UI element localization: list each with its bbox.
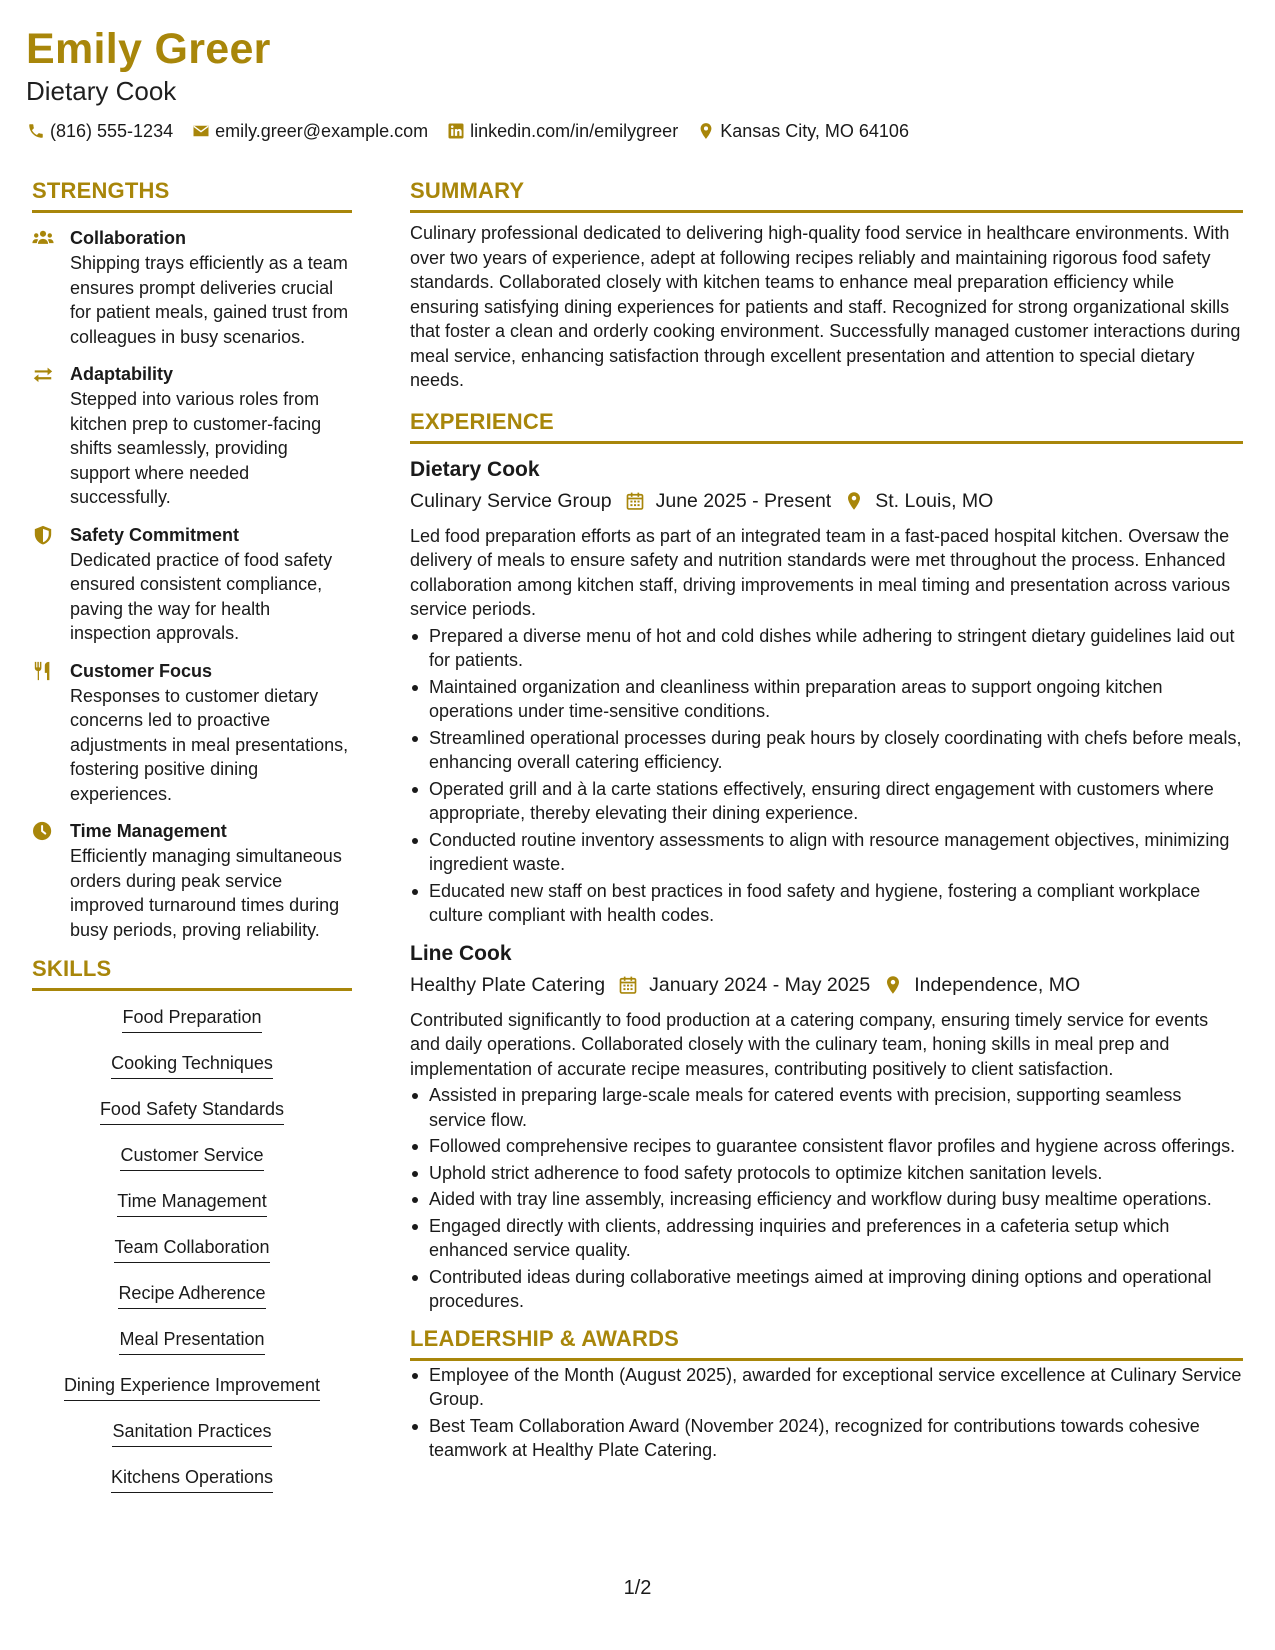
skills-list <box>32 1005 352 1511</box>
job-meta <box>410 970 1243 1000</box>
job-entry <box>410 940 1243 1314</box>
strength-item <box>32 658 352 807</box>
contact-linkedin[interactable] <box>446 118 678 144</box>
awards-list <box>410 1363 1243 1463</box>
job-description: Contributed significantly to food production at a catering company, ensuring timely service for events and daily operations. Collaborated closely with the culinary team, honing skills in meal prep and implementation of accurate recipe measures, contributing positively to client satisfaction. <box>410 1009 1209 1079</box>
job-bullet: Assisted in preparing large-scale meals for catered events with precision, supporting seamless service flow. <box>410 1083 1243 1132</box>
skill-item: Sanitation Practices <box>112 1419 271 1447</box>
skill-item: Dining Experience Improvement <box>64 1373 320 1401</box>
strength-description: Shipping trays efficiently as a team ensures prompt deliveries crucial for patient meals, gained trust from colleagues in busy scenarios. <box>70 253 349 347</box>
skill-item: Meal Presentation <box>119 1327 264 1355</box>
strength-item <box>32 522 352 646</box>
shield-icon <box>32 522 70 646</box>
job-bullet: Aided with tray line assembly, increasing efficiency and workflow during busy mealtime operations. <box>410 1187 1243 1212</box>
strengths-list <box>32 225 352 942</box>
strength-item <box>32 361 352 510</box>
left-column <box>32 176 352 1511</box>
strength-title: Adaptability <box>70 364 174 384</box>
map-pin-icon <box>696 121 716 141</box>
strength-item <box>32 225 352 349</box>
award-item: Best Team Collaboration Award (November 2024), recognized for contributions towards cohesive teamwork at Healthy Plate Catering. <box>410 1414 1243 1463</box>
job-location: Independence, MO <box>914 973 1081 996</box>
job-description: Led food preparation efforts as part of an integrated team in a fast-paced hospital kitchen. Oversaw the delivery of meals to ensure safety and nutrition standards were met throughout the process. Enhanced collaboration among kitchen staff, driving improvements in meal timing and presentation across various service periods. <box>410 525 1231 619</box>
linkedin-icon <box>446 121 466 141</box>
job-company: Healthy Plate Catering <box>410 973 606 996</box>
contact-location-text: Kansas City, MO 64106 <box>720 121 909 141</box>
strength-item <box>32 818 352 942</box>
skill-item: Customer Service <box>120 1143 263 1171</box>
calendar-icon <box>617 974 639 996</box>
clock-icon <box>32 818 70 942</box>
right-column <box>410 176 1243 1465</box>
job-dates: June 2025 - Present <box>655 489 832 512</box>
job-bullet: Engaged directly with clients, addressing inquiries and preferences in a cafeteria setup which enhanced service quality. <box>410 1214 1243 1263</box>
contact-bar <box>26 118 1246 144</box>
contact-location <box>696 118 909 144</box>
strength-title: Customer Focus <box>70 660 213 681</box>
contact-phone-text: (816) 555-1234 <box>50 121 174 141</box>
job-bullet: Contributed ideas during collaborative meetings aimed at improving dining options and operational procedures. <box>410 1265 1243 1314</box>
skill-item: Food Safety Standards <box>100 1097 284 1125</box>
resume-header <box>26 22 1246 144</box>
contact-email-text[interactable]: emily.greer@example.com <box>215 121 429 141</box>
summary-text: Culinary professional dedicated to delivering high-quality food service in healthcare environments. With over two years of experience, adept at following recipes reliably and maintaining rigorous food safety standards. Collaborated closely with kitchen teams to enhance meal preparation efficiency while ensuring satisfying dining experiences for patients and staff. Recognized for strong organizational skills that foster a clean and orderly cooking environment. Successfully managed customer interactions during meal service, enhancing satisfaction through excellent presentation and attention to special dietary needs. <box>410 223 1241 390</box>
job-entry <box>410 456 1243 928</box>
job-bullet: Maintained organization and cleanliness within preparation areas to support ongoing kitchen operations under time-sensitive conditions. <box>410 675 1243 724</box>
map-pin-icon <box>882 974 904 996</box>
job-company: Culinary Service Group <box>410 489 612 512</box>
job-title: Dietary Cook <box>410 457 540 481</box>
skill-item: Food Preparation <box>122 1005 261 1033</box>
strength-description: Dedicated practice of food safety ensured consistent compliance, paving the way for health inspection approvals. <box>70 549 333 643</box>
experience-heading: EXPERIENCE <box>410 407 1243 444</box>
job-title: Line Cook <box>410 941 512 965</box>
job-location: St. Louis, MO <box>875 489 994 512</box>
skill-item: Recipe Adherence <box>118 1281 265 1309</box>
job-dates: January 2024 - May 2025 <box>649 973 871 996</box>
job-bullet: Prepared a diverse menu of hot and cold dishes while adhering to stringent dietary guidelines laid out for patients. <box>410 624 1243 673</box>
page-number: 1/2 <box>623 1577 652 1599</box>
skill-item: Cooking Techniques <box>111 1051 273 1079</box>
skills-heading: SKILLS <box>32 954 352 991</box>
job-bullet: Uphold strict adherence to food safety protocols to optimize kitchen sanitation levels. <box>410 1161 1243 1186</box>
skills-section <box>32 954 352 1511</box>
calendar-icon <box>624 490 646 512</box>
awards-heading: LEADERSHIP & AWARDS <box>410 1324 1243 1361</box>
job-bullet: Educated new staff on best practices in food safety and hygiene, fostering a compliant workplace culture compliant with health codes. <box>410 879 1243 928</box>
utensils-icon <box>32 658 70 807</box>
job-bullets <box>410 1083 1243 1314</box>
envelope-icon <box>191 121 211 141</box>
exchange-arrows-icon <box>32 361 70 510</box>
awards-section <box>410 1324 1243 1463</box>
strength-title: Safety Commitment <box>70 524 240 545</box>
phone-icon <box>26 121 46 141</box>
job-bullet: Operated grill and à la carte stations effectively, ensuring direct engagement with customers where appropriate, thereby elevating their dining experience. <box>410 777 1243 826</box>
job-bullets <box>410 624 1243 928</box>
skill-item: Time Management <box>117 1189 266 1217</box>
job-meta <box>410 486 1243 516</box>
strength-title: Time Management <box>70 821 227 841</box>
strengths-heading: STRENGTHS <box>32 176 352 213</box>
candidate-title: Dietary Cook <box>26 76 177 106</box>
map-pin-icon <box>843 490 865 512</box>
award-item: Employee of the Month (August 2025), awarded for exceptional service excellence at Culinary Service Group. <box>410 1363 1243 1412</box>
strength-description: Stepped into various roles from kitchen prep to customer-facing shifts seamlessly, providing support where needed successfully. <box>70 389 322 507</box>
job-bullet: Followed comprehensive recipes to guarantee consistent flavor profiles and hygiene across offerings. <box>410 1134 1243 1159</box>
contact-email[interactable] <box>191 118 428 144</box>
users-icon <box>32 225 70 349</box>
skill-item: Kitchens Operations <box>111 1465 273 1493</box>
strength-description: Efficiently managing simultaneous orders during peak service improved turnaround times during busy periods, proving reliability. <box>70 846 342 940</box>
contact-linkedin-text[interactable]: linkedin.com/in/emilygreer <box>470 121 679 141</box>
candidate-name: Emily Greer <box>26 25 271 73</box>
job-bullet: Conducted routine inventory assessments to align with resource management objectives, minimizing ingredient waste. <box>410 828 1243 877</box>
skill-item: Team Collaboration <box>114 1235 269 1263</box>
summary-heading: SUMMARY <box>410 176 1243 213</box>
strength-description: Responses to customer dietary concerns led to proactive adjustments in meal presentations, fostering positive dining experiences. <box>70 685 349 804</box>
strength-title: Collaboration <box>70 228 186 248</box>
job-bullet: Streamlined operational processes during peak hours by closely coordinating with chefs before meals, enhancing overall catering efficiency. <box>410 726 1243 775</box>
contact-phone <box>26 118 173 144</box>
